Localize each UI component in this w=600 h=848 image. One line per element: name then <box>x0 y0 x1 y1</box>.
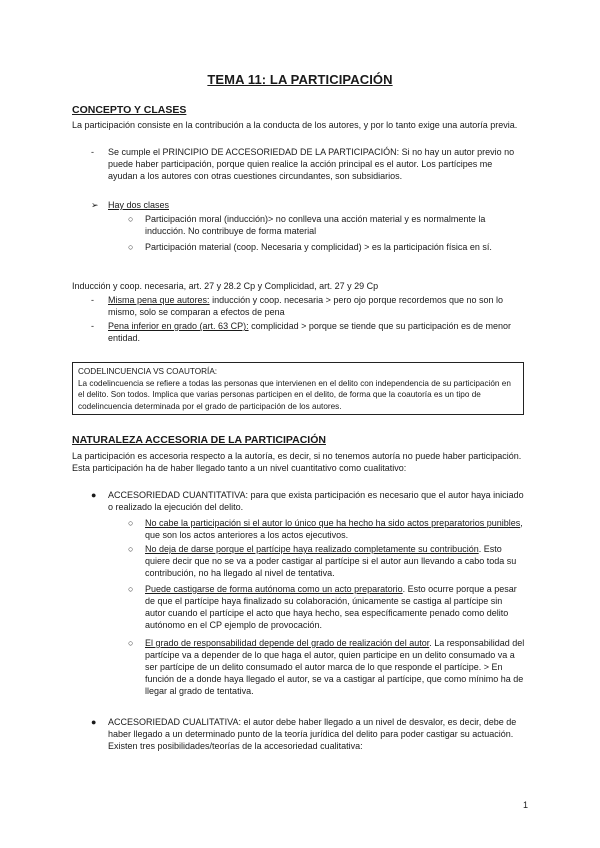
box-title: CODELINCUENCIA VS COAUTORÍA: <box>78 367 218 376</box>
circle-bullet-icon: ○ <box>128 518 134 528</box>
disc-bullet-icon: ● <box>91 717 97 727</box>
quant-item-label: El grado de responsabilidad depende del grado de realización del autor <box>145 638 430 648</box>
page-title: TEMA 11: LA PARTICIPACIÓN <box>207 72 393 87</box>
dash-bullet: - <box>91 147 94 157</box>
quant-item-text: , que son los actos anteriores a los actos ejecutivos. <box>145 518 523 540</box>
accessory-principle-item: Se cumple el PRINCIPIO DE ACCESORIEDAD DE LA PARTICIPACIÓN: Si no hay un autor previo no puede haber participación, porque quien realice la acción principal es el autor. Los partícipes me ayudan a los autores con otras cuestiones circundantes, son subsidiarios. <box>108 147 515 181</box>
box-text: La codelincuencia se refiere a todas las personas que intervienen en el delito con independencia de su participación en el delito. Son todos. Implica que varias personas participen en el delito, de forma que la coautoría es un tipo de codelincuencia determinada por el grado de participación de los autores. <box>78 378 511 411</box>
penalty-text: inducción y coop. necesaria > pero ojo porque recordemos que no son lo mismo, solo se comparan a efectos de pena <box>108 295 503 317</box>
quant-item-text: . Esto ocurre porque a pesar de que el partícipe haya finalizado su colaboración, únicamente se castiga al partícipe sin autor cuando el partícipe el acto que haya hecho, sea específicamente penado como delito autónomo en el CP ejemplo de provocación. <box>145 584 517 630</box>
qualitative-heading: ACCESORIEDAD CUALITATIVA: el autor debe haber llegado a un nivel de desvalor, es decir, debe de haber llegado a un determinado punto de la teoría jurídica del delito para poder castigar su actuación. Existen tres posibilidades/teorías de la accesoriedad cualitativa: <box>108 717 517 751</box>
circle-bullet-icon: ○ <box>128 544 134 554</box>
circle-bullet-icon: ○ <box>128 638 134 648</box>
quant-item <box>145 517 525 541</box>
classes-heading: Hay dos clases <box>108 200 170 210</box>
intro-paragraph: La participación consiste en la contribución a la conducta de los autores, y por lo tanto exige una autoría previa. <box>72 120 518 130</box>
disc-bullet-icon: ● <box>91 490 97 500</box>
quant-item-text: . La responsabilidad del partícipe va a depender de lo que haga el autor, quien participe en un delito consumado va a ser partícipe de un delito consumado el autor marca de lo que responde el partícipe. > En función de a donde haya llegado el autor, se va a castigar al partícipe, que como mínimo ha de llegar al grado de tentativa. <box>145 638 525 696</box>
quant-item-text: . Esto quiere decir que no se va a poder castigar al partícipe si el autor aun llevando a cabo toda su contribución, no ha llegado al nivel de tentativa. <box>145 544 517 578</box>
dash-bullet: - <box>91 321 94 331</box>
quant-item-label: No deja de darse porque el partícipe haya realizado completamente su contribución <box>145 544 479 554</box>
codelincuencia-box <box>72 362 524 415</box>
quant-item-label: No cabe la participación si el autor lo único que ha hecho ha sido actos preparatorios punibles <box>145 518 521 528</box>
class-item-moral: Participación moral (inducción)> no conlleva una acción material y es normalmente la inducción. No contribuye de forma material <box>145 214 486 236</box>
articles-line: Inducción y coop. necesaria, art. 27 y 28.2 Cp y Complicidad, art. 27 y 29 Cp <box>72 281 379 291</box>
circle-bullet-icon: ○ <box>128 584 134 594</box>
circle-bullet-icon: ○ <box>128 214 134 224</box>
page-number: 1 <box>522 800 528 810</box>
class-item-material: Participación material (coop. Necesaria y complicidad) > es la participación física en sí. <box>145 242 492 252</box>
section-heading-naturaleza: NATURALEZA ACCESORIA DE LA PARTICIPACIÓN <box>72 434 326 446</box>
section2-intro: La participación es accesoria respecto a la autoría, es decir, si no tenemos autoría no puede haber participación. Esta participación ha de haber llegado tanto a un nivel cuantitativo como cualitativo: <box>72 451 522 473</box>
penalty-label: Misma pena que autores: <box>108 295 210 305</box>
dash-bullet: - <box>91 295 94 305</box>
section-heading-concepto: CONCEPTO Y CLASES <box>72 104 187 116</box>
penalty-label: Pena inferior en grado (art. 63 CP): <box>108 321 249 331</box>
quant-item <box>145 583 525 631</box>
quant-item <box>145 637 525 697</box>
quant-item-label: Puede castigarse de forma autónoma como un acto preparatorio <box>145 584 403 594</box>
circle-bullet-icon: ○ <box>128 242 134 252</box>
arrow-bullet-icon: ➢ <box>91 200 99 210</box>
penalty-text: complicidad > porque se tiende que su participación es de menor entidad. <box>108 321 511 343</box>
quantitative-heading: ACCESORIEDAD CUANTITATIVA: para que exista participación es necesario que el autor haya iniciado o realizado la ejecución del delito. <box>108 490 524 512</box>
quant-item <box>145 543 525 579</box>
penalty-item-lower <box>108 320 524 344</box>
penalty-item-same <box>108 294 524 318</box>
